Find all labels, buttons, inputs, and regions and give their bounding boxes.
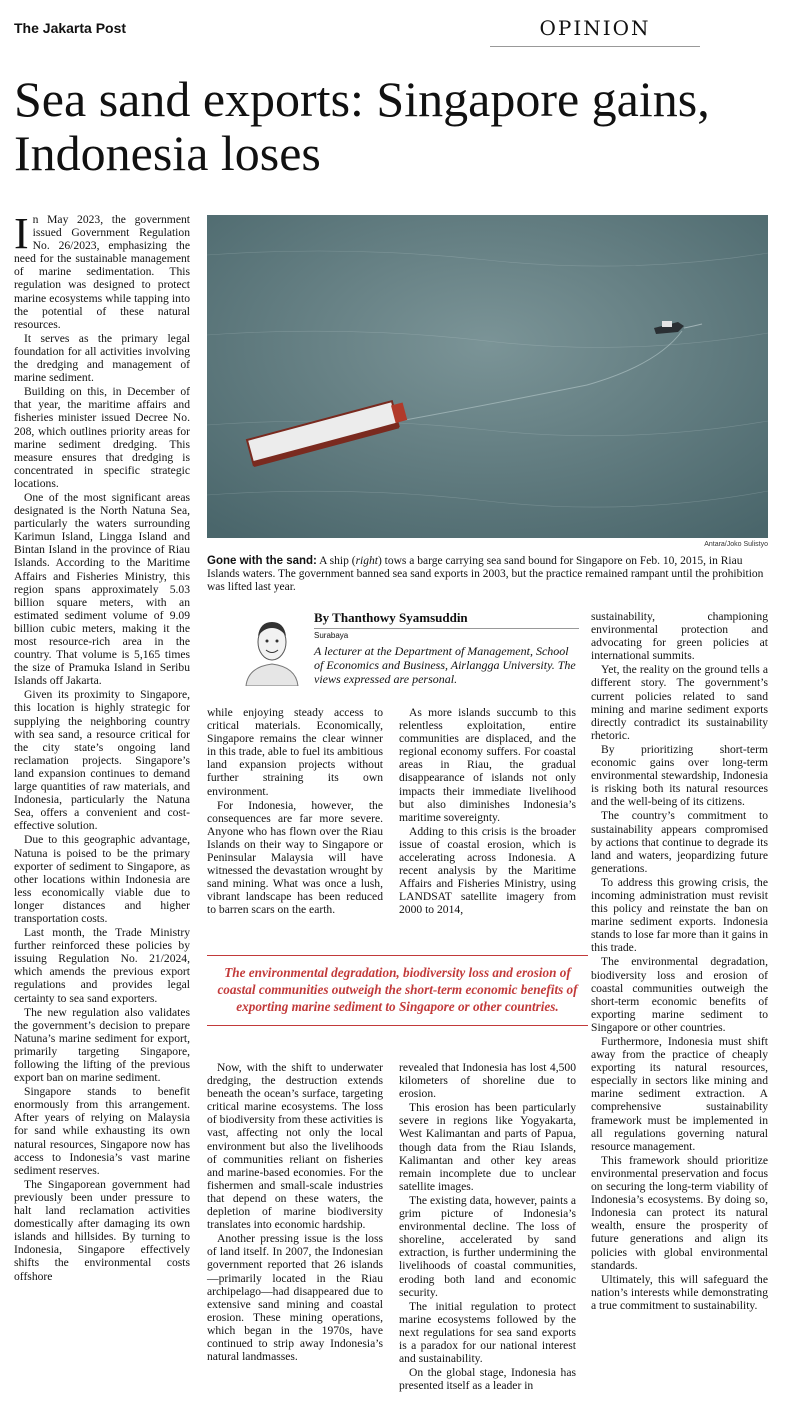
paragraph: sustainability, championing environmental protection and advocating for green policies at international summits.	[591, 610, 768, 663]
caption-lead: Gone with the sand:	[207, 555, 317, 567]
caption-text: ) tows a barge carrying sea sand bound for Singapore on Feb. 10, 2015, in Riau Islands waters. The government banned sea sand exports in 2003, but the practice remained rampant until the prohibition was lifted last year.	[207, 555, 764, 594]
paragraph: Due to this geographic advantage, Natuna is poised to be the primary exporter of sediment to Singapore, as other locations within Indonesia are less economically viable due to longer distances and higher transportation costs.	[14, 833, 190, 925]
paragraph: The Singaporean government had previously been under pressure to halt land reclamation activities domestically after damaging its own islands and hillsides. By turning to Indonesia, Singapore effectively shifts the environmental costs offshore	[14, 1177, 190, 1283]
paragraph: Adding to this crisis is the broader issue of coastal erosion, which is accelerating across Indonesia. A recent analysis by the Maritime Affairs and Fisheries Ministry, using LANDSAT satellite imagery from 2000 to 2014,	[399, 824, 576, 917]
paragraph: n May 2023, the government issued Government Regulation No. 26/2023, emphasizing the need for the sustainable management of marine sedimentation. This regulation was designed to protect marine ecosystems while tapping into the potential of these natural resources.	[14, 213, 190, 331]
paragraph: By prioritizing short-term economic gains over long-term environmental stewardship, Indonesia is risking both its natural resources and the well-being of its citizens.	[591, 742, 768, 809]
pull-quote: The environmental degradation, biodiversity loss and erosion of coastal communities outweigh the short-term economic benefits of exporting marine sediment to Singapore or other countries.	[207, 955, 588, 1026]
paragraph: Now, with the shift to underwater dredging, the destruction extends beneath the ocean’s surface, targeting critical marine ecosystems. The loss of biodiversity from these activities is vast, affecting not only the local environment but also the livelihoods of communities reliant on fisheries and marine-based economies. For the fishermen and small-scale industries that depend on these waters, the depletion of marine biodiversity translates into economic hardship.	[207, 1061, 383, 1232]
paragraph: Given its proximity to Singapore, this location is highly strategic for supplying the neighboring country with sea sand, a resource critical for the city state’s ongoing land reclamation projects. Singapore’s land expansion continues to demand large quantities of raw materials, and Indonesia, particularly the Natuna Sea, offers a convenient and cost-effective solution.	[14, 688, 190, 833]
paragraph: Ultimately, this will safeguard the nation’s interests while demonstrating a true commitment to sustainability.	[591, 1272, 768, 1312]
paragraph: It serves as the primary legal foundation for all activities involving the dredging and management of marine sediment.	[14, 331, 190, 385]
section-label: OPINION	[490, 16, 700, 47]
barge-and-tugboat-image	[207, 215, 768, 538]
article-column-1	[14, 209, 190, 1418]
caption-emphasis: right	[355, 555, 378, 567]
author-location: Surabaya	[314, 631, 349, 640]
paragraph: For Indonesia, however, the consequences are far more severe. Anyone who has flown over the Riau Islands on their way to Singapore or Peninsular Malaysia will have witnessed the devastation wrought by sand mining. What was once a lush, vibrant landscape has been reduced to barren scars on the earth.	[207, 798, 383, 917]
masthead-logo: The Jakarta Post	[14, 20, 127, 36]
paragraph: Last month, the Trade Ministry further reinforced these policies by issuing Regulation No. 21/2024, which amends the previous export regulations and provides legal certainty to sea sand exporters.	[14, 926, 190, 1005]
paragraph: This framework should prioritize environmental preservation and focus on securing the long-term viability of Indonesia’s ecosystems. By doing so, Indonesia can protect its natural wealth, ensure the prosperity of future generations and align its policies with global environmental standards.	[591, 1153, 768, 1272]
paragraph: while enjoying steady access to critical materials. Economically, Singapore remains the clear winner in this trade, able to fuel its ambitious land expansion projects without further straining its own environment.	[207, 706, 383, 798]
paragraph: The existing data, however, paints a grim picture of Indonesia’s environmental decline. The loss of shoreline, accelerated by sand extraction, is further undermining the livelihoods of coastal communities, eroding both land and economic security.	[399, 1193, 576, 1299]
article-column-2-bottom	[207, 1061, 383, 1364]
article-column-4	[591, 610, 768, 1313]
paragraph: The new regulation also validates the government’s decision to prepare Natuna’s marine sediment for export, primarily targeting Singapore, following the lifting of the previous export ban on marine sediment.	[14, 1005, 190, 1085]
article-column-3-bottom	[399, 1061, 576, 1393]
news-photo	[207, 215, 768, 538]
paragraph: As more islands succumb to this relentless exploitation, entire communities are displaced, and the regional economy suffers. For coastal areas in Riau, the gradual disappearance of islands not only impacts their immediate livelihood but also diminishes Indonesia’s maritime sovereignty.	[399, 706, 576, 824]
article-column-3-top	[399, 706, 576, 918]
paragraph: Yet, the reality on the ground tells a different story. The government’s current policies related to sand mining and marine sediment exports directly contradict its sustainability rhetoric.	[591, 663, 768, 742]
paragraph: Furthermore, Indonesia must shift away from the practice of cheaply exporting its natural resources, especially in sectors like mining and marine sediment extraction. A comprehensive sustainability framework must be implemented in all regulations governing natural resource management.	[591, 1035, 768, 1153]
paragraph: Singapore stands to benefit enormously from this arrangement. After years of relying on Malaysia for sand while exhausting its own natural resources, Singapore now has access to Indonesia’s vast marine sediment reserves.	[14, 1085, 190, 1177]
paragraph: This erosion has been particularly severe in regions like Yogyakarta, West Kalimantan and parts of Papua, though data from the Riau Islands, Kalimantan and other key areas remain incomplete due to unclear satellite images.	[399, 1101, 576, 1193]
paragraph: Another pressing issue is the loss of land itself. In 2007, the Indonesian government reported that 26 islands—primarily located in the Riau archipelago—had disappeared due to extensive sand mining and coastal erosion. These mining operations, which began in the 1970s, have continued to strip away Indonesia’s natural landmasses.	[207, 1232, 383, 1364]
paragraph: One of the most significant areas designated is the North Natuna Sea, particularly the waters surrounding Karimun Island, Lingga Island and Bintan Island in the province of Riau Islands. According to the Maritime Affairs and Fisheries Ministry, this region spans approximately 5.03 billion square meters, with an estimated sediment volume of 9.09 billion cubic meters, making it the most resource-rich area in the country. That volume is 5,165 times the size of Pramuka Island in Seribu Islands off Jakarta.	[14, 490, 190, 688]
author-bio: A lecturer at the Department of Management, School of Economics and Business, Airlangga University. The views expressed are personal.	[314, 644, 576, 686]
paragraph: The initial regulation to protect marine ecosystems followed by the next regulations for sea sand exports is a paradox for our national interest and sustainability.	[399, 1299, 576, 1366]
caption-text: A ship (	[316, 555, 356, 567]
photo-credit: Antara/Joko Sulistyo	[704, 541, 768, 548]
paragraph: The country’s commitment to sustainability appears compromised by actions that continue to degrade its land and waters, jeopardizing future generations.	[591, 809, 768, 875]
byline	[314, 610, 579, 686]
article-column-2-top	[207, 706, 383, 918]
photo-caption	[207, 555, 768, 595]
author-avatar	[240, 612, 304, 686]
paragraph: Building on this, in December of that year, the maritime affairs and fisheries minister issued Decree No. 208, which outlines priority areas for marine sediment dredging. This measure ensures that dredging is concentrated in specific strategic locations.	[14, 385, 190, 490]
drop-cap: I	[14, 209, 29, 258]
headline: Sea sand exports: Singapore gains, Indonesia loses	[14, 71, 710, 181]
paragraph: On the global stage, Indonesia has presented itself as a leader in	[399, 1366, 576, 1393]
paragraph: The environmental degradation, biodiversity loss and erosion of coastal communities outweigh the short-term economic benefits of exporting marine sediment to Singapore or other countries.	[591, 955, 768, 1034]
paragraph: To address this growing crisis, the incoming administration must revisit this policy and reinstate the ban on marine sediment exports. Indonesia stands to lose far more than it gains in this trade.	[591, 875, 768, 955]
author-name: By Thanthowy Syamsuddin	[314, 610, 579, 629]
paragraph: revealed that Indonesia has lost 4,500 kilometers of shoreline due to erosion.	[399, 1061, 576, 1101]
